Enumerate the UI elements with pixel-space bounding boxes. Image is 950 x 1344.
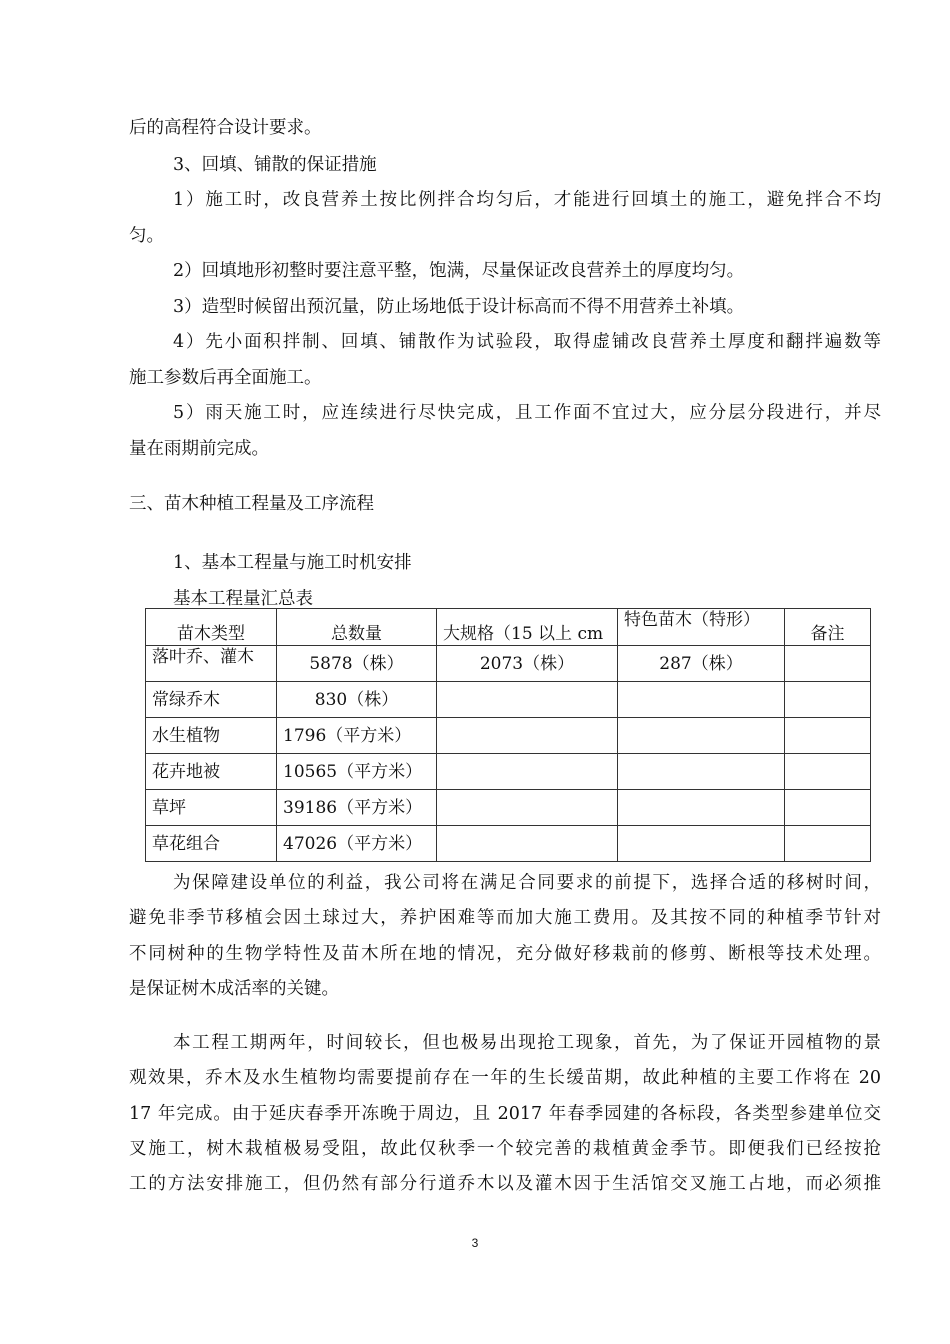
table-cell (437, 826, 618, 862)
section-heading: 三、苗木种植工程量及工序流程 (129, 494, 374, 514)
table-cell (437, 754, 618, 790)
table-row (146, 718, 871, 754)
table-cell (785, 718, 871, 754)
table-row (146, 826, 871, 862)
table-cell (437, 718, 618, 754)
table-cell: 落叶乔、灌木 (146, 646, 277, 682)
paragraph-line: 量在雨期前完成。 (129, 439, 269, 459)
table-row (146, 754, 871, 790)
table-cell (785, 682, 871, 718)
header-cell: 备注 (785, 609, 871, 646)
table-row (146, 790, 871, 826)
paragraph-line: 叉施工，树木栽植极易受阻，故此仅秋季一个较完善的栽植黄金季节。即便我们已经按抢 (129, 1139, 881, 1159)
table-cell (618, 826, 785, 862)
table-cell: 草坪 (146, 790, 277, 826)
table-cell: 10565（平方米） (277, 754, 437, 790)
table-cell: 1796（平方米） (277, 718, 437, 754)
table-cell: 39186（平方米） (277, 790, 437, 826)
table-header-row (146, 609, 871, 646)
table-cell (618, 754, 785, 790)
header-cell: 大规格（15 以上 cm (437, 609, 618, 646)
table-cell (785, 754, 871, 790)
header-cell: 苗木类型 (146, 609, 277, 646)
paragraph-line: 观效果，乔木及水生植物均需要提前存在一年的生长缓苗期，故此种植的主要工作将在 20 (129, 1068, 881, 1088)
table-cell (618, 718, 785, 754)
paragraph-line: 17 年完成。由于延庆春季开冻晚于周边，且 2017 年春季园建的各标段，各类型参建单位交 (129, 1104, 881, 1124)
table-cell (618, 790, 785, 826)
table-row (146, 646, 871, 682)
table-cell (785, 646, 871, 682)
header-cell: 特色苗木（特形） (618, 609, 785, 646)
table-cell (785, 790, 871, 826)
table-cell (437, 790, 618, 826)
table-cell: 草花组合 (146, 826, 277, 862)
table-cell (437, 682, 618, 718)
table-cell: 287（株） (618, 646, 785, 682)
paragraph-line: 5）雨天施工时，应连续进行尽快完成，且工作面不宜过大，应分层分段进行，并尽 (173, 403, 881, 423)
table-cell: 常绿乔木 (146, 682, 277, 718)
paragraph-line: 施工参数后再全面施工。 (129, 368, 322, 388)
paragraph-line: 工的方法安排施工，但仍然有部分行道乔木以及灌木因于生活馆交叉施工占地，而必须推 (129, 1174, 881, 1194)
paragraph-line: 避免非季节移植会因土球过大，养护困难等而加大施工费用。及其按不同的种植季节针对 (129, 908, 881, 928)
paragraph-line: 为保障建设单位的利益，我公司将在满足合同要求的前提下，选择合适的移树时间， (173, 873, 881, 893)
header-cell: 总数量 (277, 609, 437, 646)
table-cell: 47026（平方米） (277, 826, 437, 862)
paragraph-line: 是保证树木成活率的关键。 (129, 979, 339, 999)
paragraph-line: 不同树种的生物学特性及苗木所在地的情况，充分做好移栽前的修剪、断根等技术处理。 (129, 944, 881, 964)
table-cell (785, 826, 871, 862)
table-cell: 花卉地被 (146, 754, 277, 790)
table-caption: 基本工程量汇总表 (173, 589, 313, 609)
paragraph-line: 匀。 (129, 226, 164, 246)
table-cell: 5878（株） (277, 646, 437, 682)
table-cell: 830（株） (277, 682, 437, 718)
paragraph-line: 1）施工时，改良营养土按比例拌合均匀后，才能进行回填土的施工，避免拌合不均 (173, 190, 881, 210)
subsection-heading: 3、回填、铺散的保证措施 (173, 155, 377, 175)
paragraph-line: 2）回填地形初整时要注意平整，饱满，尽量保证改良营养土的厚度均匀。 (173, 261, 745, 281)
subsection-heading: 1、基本工程量与施工时机安排 (173, 553, 412, 573)
paragraph-line: 3）造型时候留出预沉量，防止场地低于设计标高而不得不用营养土补填。 (173, 297, 745, 317)
quantity-table (145, 608, 871, 862)
table-cell: 水生植物 (146, 718, 277, 754)
table-cell (618, 682, 785, 718)
paragraph-line: 4）先小面积拌制、回填、铺散作为试验段，取得虚铺改良营养土厚度和翻拌遍数等 (173, 332, 881, 352)
table-row (146, 682, 871, 718)
paragraph-line: 本工程工期两年，时间较长，但也极易出现抢工现象，首先，为了保证开园植物的景 (173, 1033, 881, 1053)
paragraph-line: 后的高程符合设计要求。 (129, 118, 322, 138)
page-number: 3 (471, 1236, 479, 1250)
table-cell: 2073（株） (437, 646, 618, 682)
